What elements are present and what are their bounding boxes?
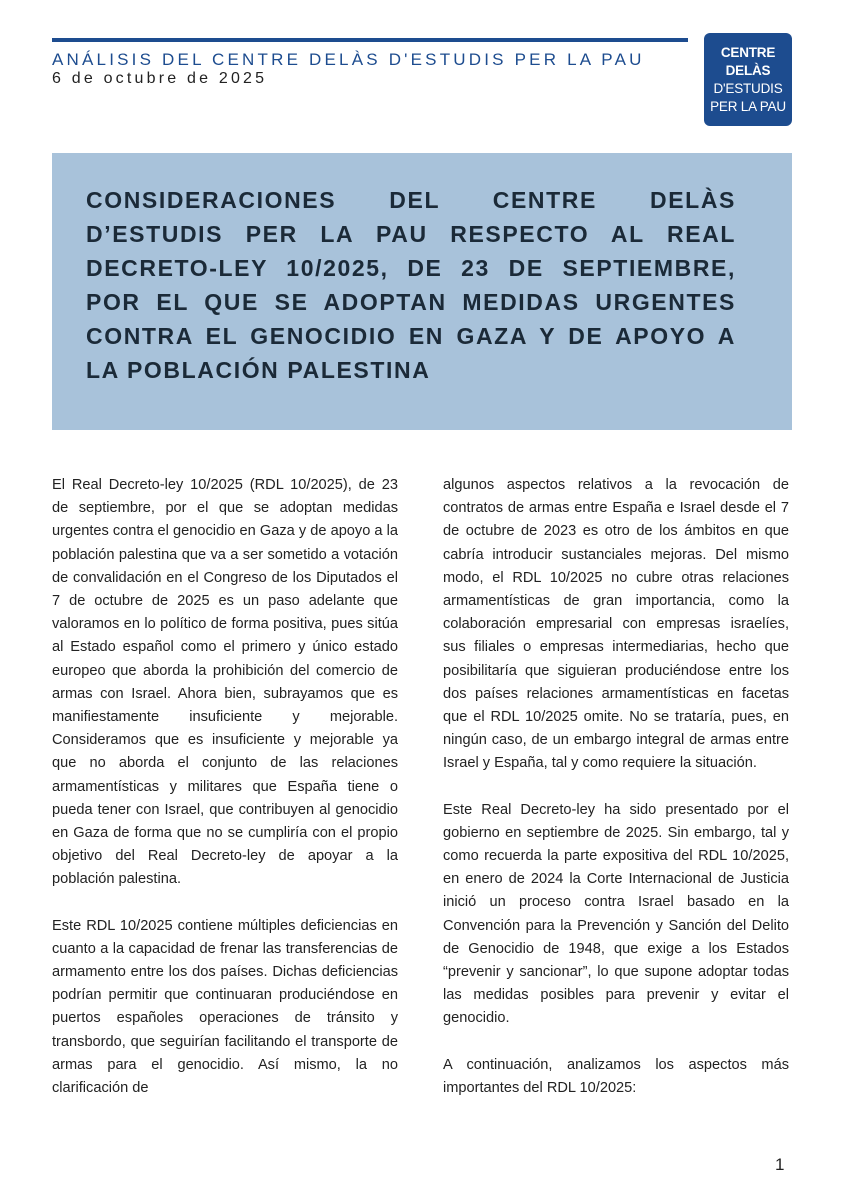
title-banner: [52, 153, 792, 430]
logo-line-3: PER LA PAU: [710, 98, 786, 114]
logo-line-2: D'ESTUDIS: [713, 80, 783, 96]
paragraph: Este Real Decreto-ley ha sido presentado por el gobierno en septiembre de 2025. Sin embargo, tal y como recuerda la parte expositiva del RDL 10/2025, en enero de 2024 la Corte Internacional de Justicia inició un proceso contra Israel basado en la Convención para la Prevención y Sanción del Delito de Genocidio de 1948, que exige a los Estados “prevenir y sancionar”, lo que supone adoptar todas las medidas posibles para prevenir y evitar el genocidio.: [443, 801, 789, 1027]
report-series: ANÁLISIS DEL CENTRE DELÀS D'ESTUDIS PER LA PAU: [52, 50, 645, 69]
body-column-right: [443, 474, 789, 1123]
paragraph: Este RDL 10/2025 contiene múltiples deficiencias en cuanto a la capacidad de frenar las transferencias de armamento entre los dos países. Dichas deficiencias podrían permitir que continuaran produciéndose en puertos españoles operaciones de tránsito y transbordo, que seguirían facilitando el transporte de armas para el genocidio. Así mismo, la no clarificación de: [52, 917, 398, 1097]
paragraph: algunos aspectos relativos a la revocación de contratos de armas entre España e Israel desde el 7 de octubre de 2023 es otro de los ámbitos en que cabría introducir sustanciales mejoras. Del mismo modo, el RDL 10/2025 no cubre otras relaciones armamentísticas de gran importancia, como la colaboración empresarial con empresas israelíes, sus filiales o empresas intermediarias, hecho que posibilitaría que siguieran produciéndose entre los dos países relaciones armamentísticas en facetas que el RDL 10/2025 omite. No se trataría, pues, en ningún caso, de un embargo integral de armas entre Israel y España, tal y como requiere la situación.: [443, 477, 789, 772]
paragraph: A continuación, analizamos los aspectos más importantes del RDL 10/2025:: [443, 1056, 789, 1096]
body-column-left: [52, 474, 398, 1123]
paragraph: El Real Decreto-ley 10/2025 (RDL 10/2025), de 23 de septiembre, por el que se adoptan medidas urgentes contra el genocidio en Gaza y de apoyo a la población palestina que va a ser sometido a votación de convalidación en el Congreso de los Diputados el 7 de octubre de 2025 es un paso adelante que valoramos en lo político de forma positiva, pues sitúa al Estado español como el primero y único estado europeo que aborda la prohibición del comercio de armas con Israel. Ahora bien, subrayamos que es manifiestamente insuficiente y mejorable. Consideramos que es insuficiente y mejorable ya que no aborda el conjunto de las relaciones armamentísticas y militares que España tiene o pueda tener con Israel, que contribuyen al genocidio en Gaza de forma que no se cumpliría con el propio objetivo del Real Decreto-ley de apoyar a la población palestina.: [52, 477, 398, 888]
page-number: 1: [775, 1155, 785, 1174]
logo-line-1: CENTRE DELÀS: [720, 44, 776, 78]
document-title: CONSIDERACIONES DEL CENTRE DELÀS D’ESTUDIS PER LA PAU RESPECTO AL REAL DECRETO-LEY 10/2025, DE 23 DE SEPTIEMBRE, POR EL QUE SE ADOPTAN MEDIDAS URGENTES CONTRA EL GENOCIDIO EN GAZA Y DE APOYO A LA POBLACIÓN PALESTINA: [86, 187, 736, 383]
centre-delas-logo: [704, 33, 792, 126]
report-date: 6 de octubre de 2025: [52, 70, 268, 87]
header-rule: [52, 38, 688, 42]
